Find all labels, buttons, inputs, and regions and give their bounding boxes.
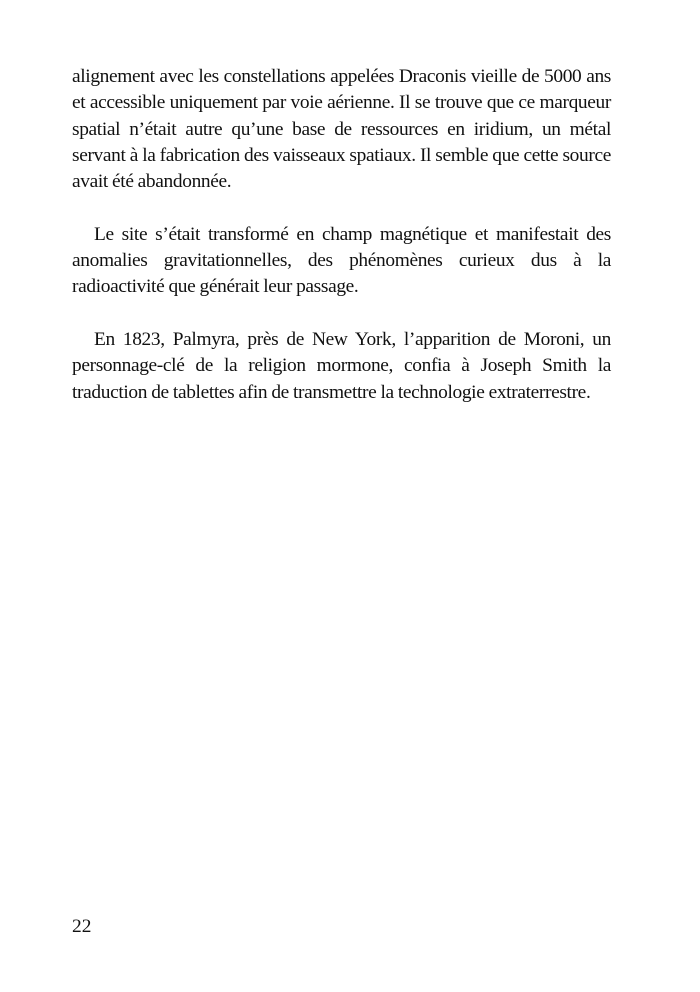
paragraph-palmyra-1823: En 1823, Palmyra, près de New York, l’apparition de Moroni, un personnage-clé de la religion mormone, confia à Joseph Smith la traduction de tablettes afin de transmettre la technologie extraterrestre. — [72, 328, 611, 403]
page-body — [72, 64, 611, 406]
paragraph-continued: alignement avec les constellations appelées Draconis vieille de 5000 ans et accessible uniquement par voie aérienne. Il se trouve que ce marqueur spatial n’était autre qu’une base de ressources en iridium, un métal servant à la fabrication des vaisseaux spatiaux. Il semble que cette source avait été abandonnée. — [72, 66, 611, 193]
paragraph-magnetic-field: Le site s’était transformé en champ magnétique et manifestait des anomalies gravitationnelles, des phénomènes curieux dus à la radioactivité que générait leur passage. — [72, 223, 611, 298]
page-number: 22 — [72, 916, 92, 937]
